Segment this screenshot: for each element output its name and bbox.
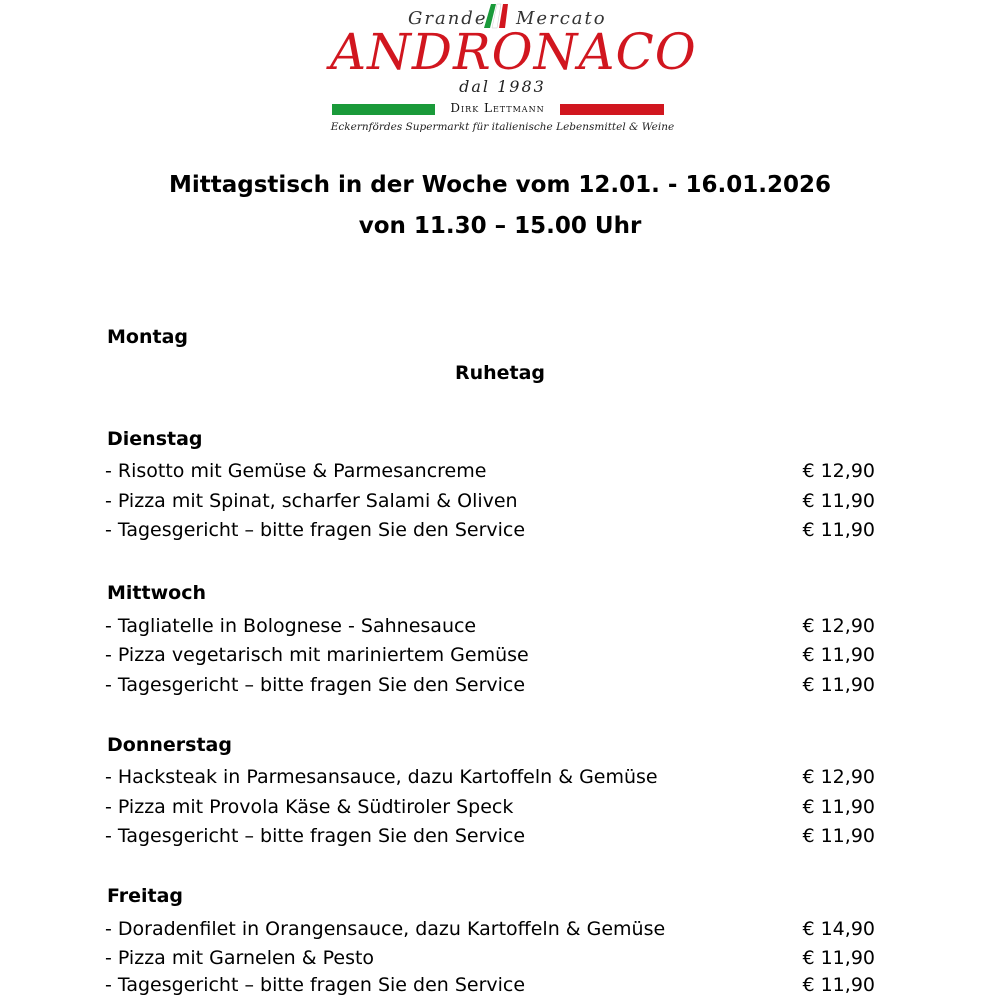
dish-name: - Risotto mit Gemüse & Parmesancreme xyxy=(105,460,487,482)
dish-price: € 14,90 xyxy=(802,918,875,940)
day-name: Donnerstag xyxy=(107,734,232,756)
logo-red-bar xyxy=(560,104,664,115)
menu-item xyxy=(105,460,875,486)
menu-item xyxy=(105,519,875,545)
dish-price: € 11,90 xyxy=(802,519,875,541)
dish-name: - Tagliatelle in Bolognese - Sahnesauce xyxy=(105,615,477,637)
dish-name: - Pizza mit Garnelen & Pesto xyxy=(105,947,375,969)
dish-name: - Tagesgericht – bitte fragen Sie den Service xyxy=(105,825,526,847)
dish-name: - Pizza mit Spinat, scharfer Salami & Oliven xyxy=(105,490,518,512)
dish-price: € 12,90 xyxy=(802,460,875,482)
dish-name: - Tagesgericht – bitte fragen Sie den Service xyxy=(105,974,526,996)
menu-item xyxy=(105,644,875,670)
dish-name: - Doradenfilet in Orangensauce, dazu Kartoffeln & Gemüse xyxy=(105,918,666,940)
dish-price: € 12,90 xyxy=(802,766,875,788)
logo-green-bar xyxy=(332,104,435,115)
menu-item xyxy=(105,615,875,641)
dish-name: - Hacksteak in Parmesansauce, dazu Kartoffeln & Gemüse xyxy=(105,766,658,788)
dish-name: - Tagesgericht – bitte fragen Sie den Service xyxy=(105,519,526,541)
menu-item xyxy=(105,490,875,516)
dish-price: € 11,90 xyxy=(802,796,875,818)
dish-price: € 11,90 xyxy=(802,825,875,847)
store-logo xyxy=(330,0,697,140)
dish-price: € 11,90 xyxy=(802,674,875,696)
dish-price: € 11,90 xyxy=(802,644,875,666)
menu-item xyxy=(105,674,875,700)
dish-name: - Pizza mit Provola Käse & Südtiroler Speck xyxy=(105,796,514,818)
menu-item xyxy=(105,825,875,851)
page-title: Mittagstisch in der Woche vom 12.01. - 16.01.2026 xyxy=(169,172,831,198)
day-name: Dienstag xyxy=(107,428,203,450)
menu-item xyxy=(105,766,875,792)
day-name: Mittwoch xyxy=(107,582,206,604)
logo-mercato: Mercato xyxy=(516,8,607,29)
day-name: Freitag xyxy=(107,885,184,907)
dish-price: € 11,90 xyxy=(802,947,875,969)
opening-hours: von 11.30 – 15.00 Uhr xyxy=(358,213,642,239)
dish-price: € 11,90 xyxy=(802,974,875,996)
menu-item xyxy=(105,918,875,944)
logo-brand-name: ANDRONACO xyxy=(330,23,697,81)
menu-item xyxy=(105,974,875,1000)
day-name: Montag xyxy=(107,326,188,348)
logo-owner: Dirk Lettmann xyxy=(450,101,545,115)
logo-grande: Grande xyxy=(408,8,488,29)
dish-price: € 11,90 xyxy=(802,490,875,512)
logo-since: dal 1983 xyxy=(459,77,546,96)
closed-day-note: Ruhetag xyxy=(454,362,546,384)
menu-item xyxy=(105,947,875,973)
dish-name: - Pizza vegetarisch mit mariniertem Gemüse xyxy=(105,644,529,666)
logo-claim: Eckernfördes Supermarkt für italienische Lebensmittel & Weine xyxy=(330,121,675,133)
dish-name: - Tagesgericht – bitte fragen Sie den Service xyxy=(105,674,526,696)
dish-price: € 12,90 xyxy=(802,615,875,637)
menu-item xyxy=(105,796,875,822)
